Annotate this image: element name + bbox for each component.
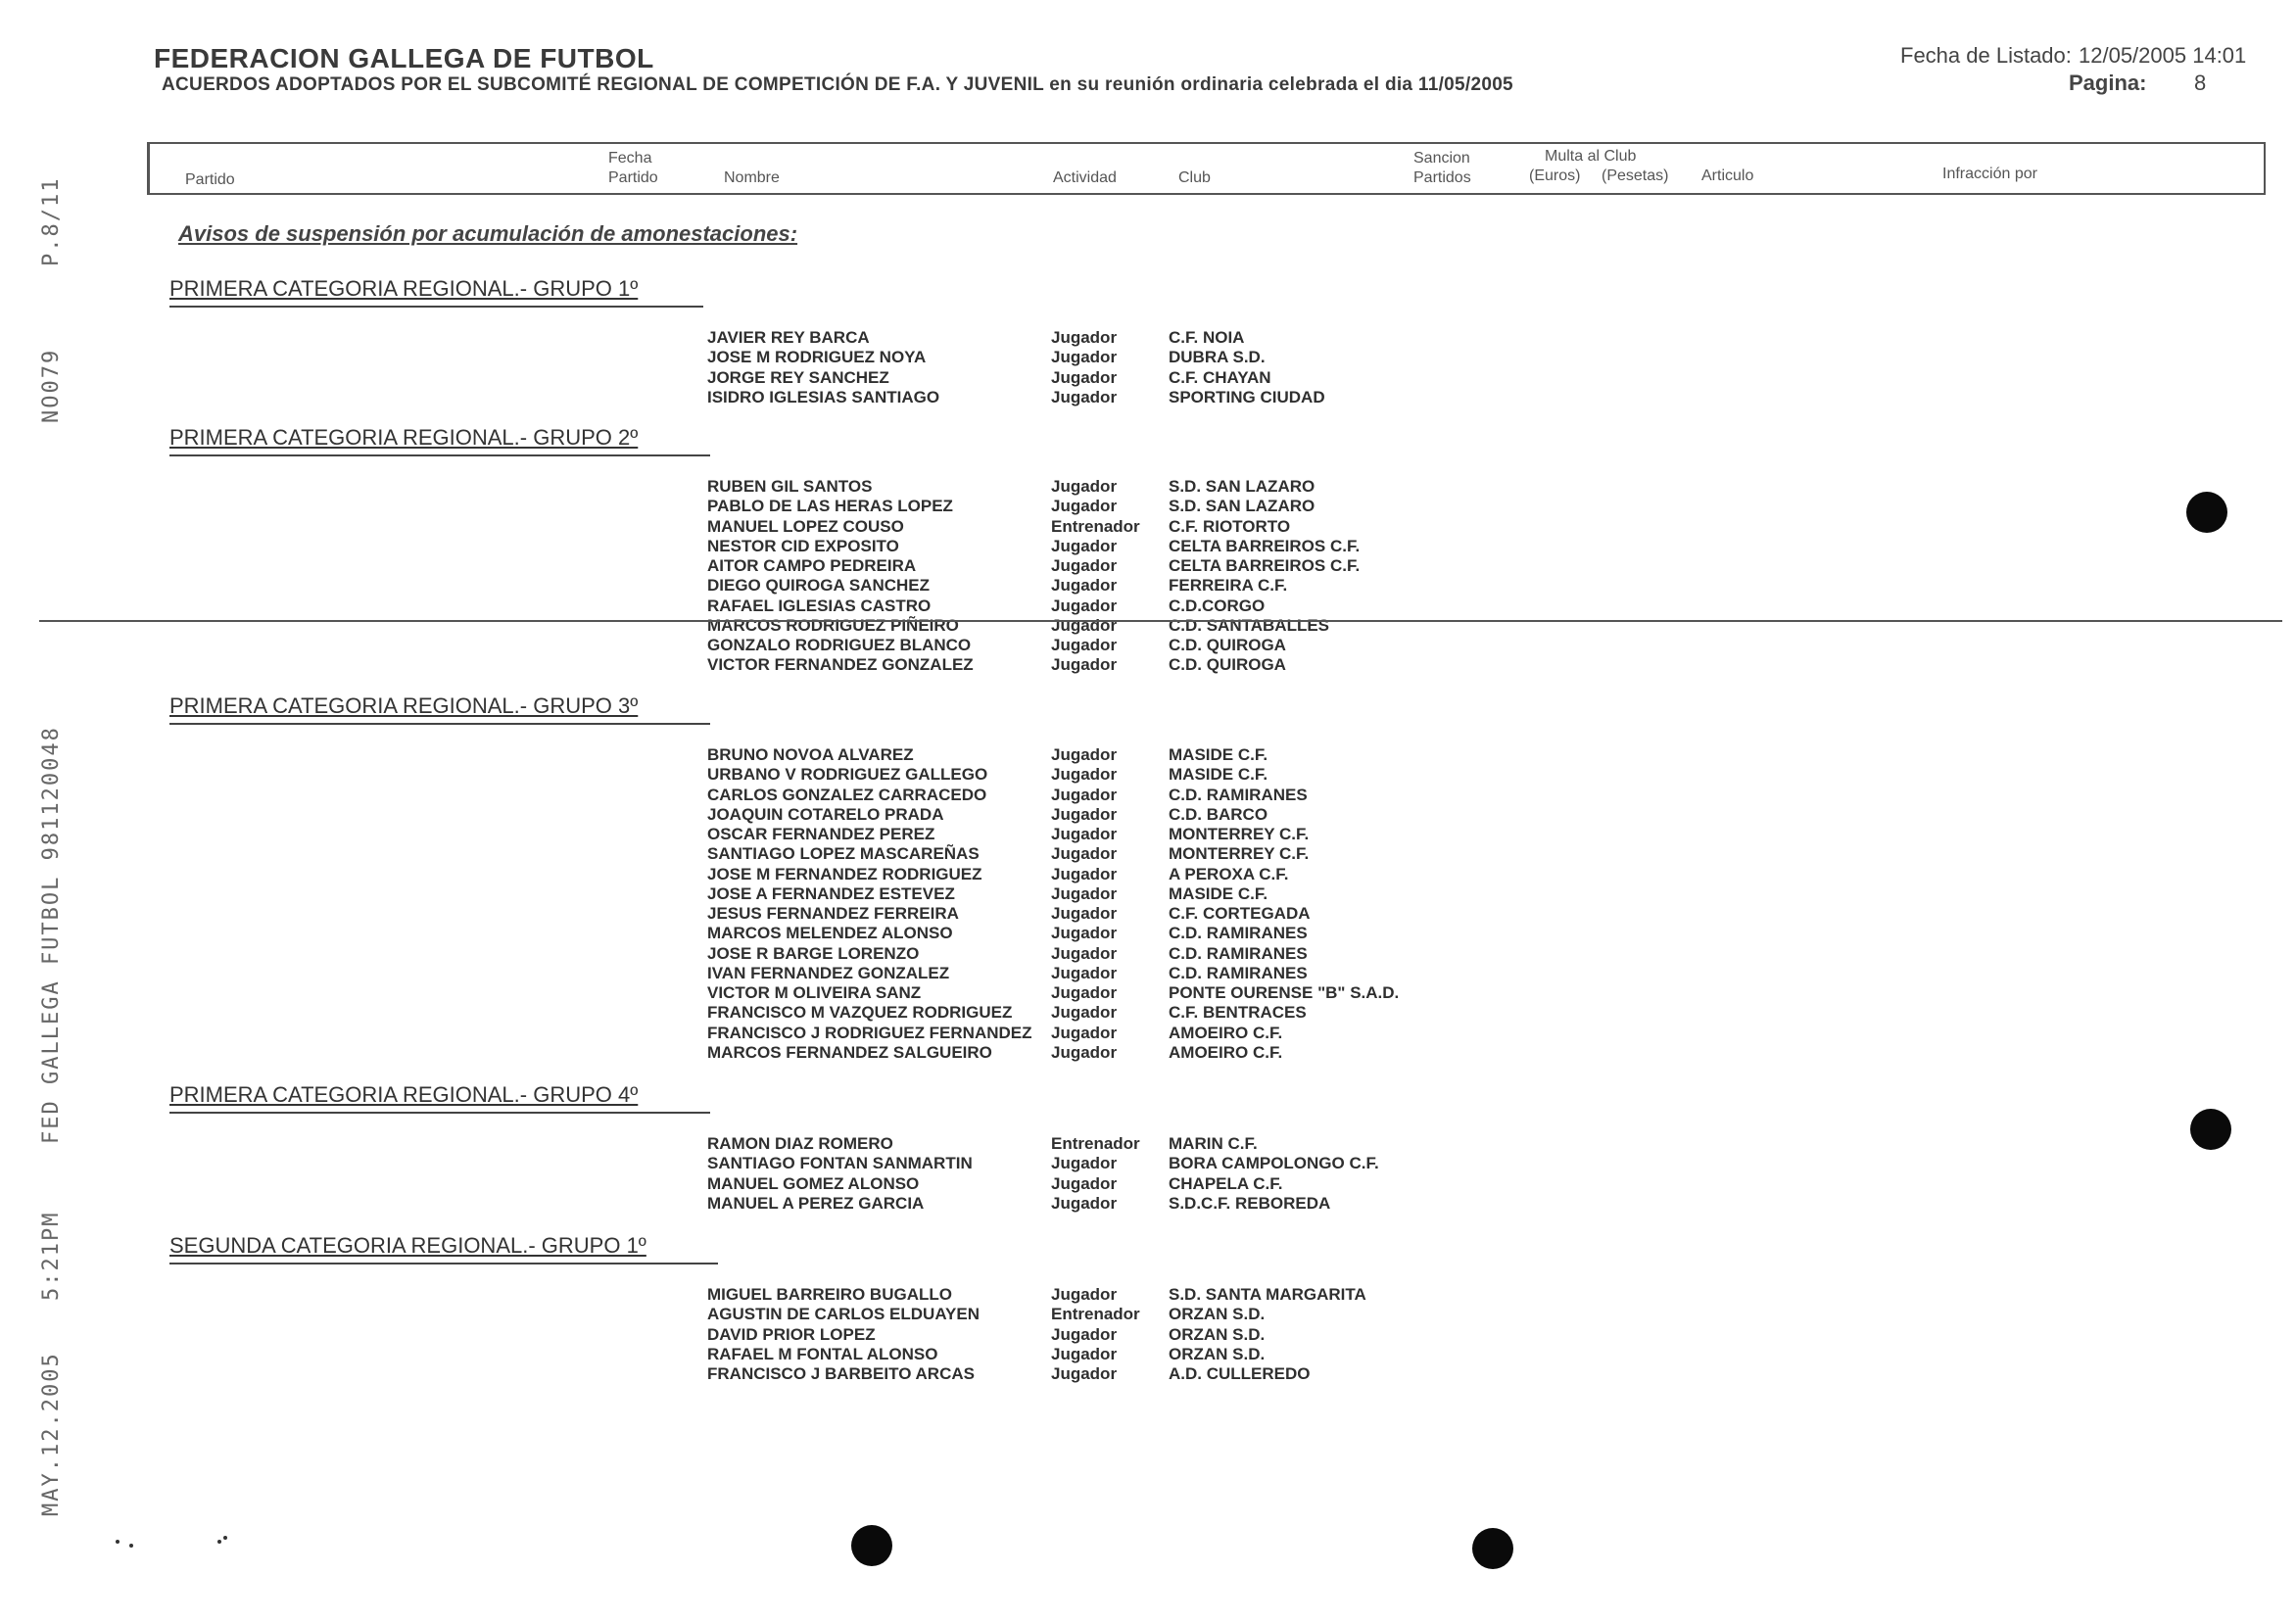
player-activity: Jugador [1051, 387, 1118, 406]
fax-number: NO079 [39, 348, 64, 423]
player-activity: Jugador [1051, 536, 1118, 555]
player-activity: Jugador [1051, 1364, 1118, 1383]
player-name: RUBEN GIL SANTOS [707, 477, 873, 496]
header-fecha: Fecha [608, 150, 652, 167]
player-name: RAFAEL M FONTAL ALONSO [707, 1344, 938, 1363]
section-title: SEGUNDA CATEGORIA REGIONAL.- GRUPO 1º [169, 1233, 646, 1258]
player-name: JOSE R BARGE LORENZO [707, 943, 920, 963]
player-activity: Jugador [1051, 745, 1118, 764]
player-name: OSCAR FERNANDEZ PEREZ [707, 825, 935, 843]
player-club: C.D. SANTABALLES [1169, 615, 1330, 635]
player-club: MASIDE C.F. [1169, 765, 1268, 785]
player-activity: Jugador [1051, 765, 1118, 785]
player-activity: Jugador [1051, 983, 1118, 1002]
player-name: FRANCISCO M VAZQUEZ RODRIGUEZ [707, 1003, 1013, 1023]
player-activity: Jugador [1051, 785, 1118, 804]
player-activity: Jugador [1051, 1023, 1118, 1042]
header-infraccion: Infracción por [1942, 166, 2037, 182]
player-club: AMOEIRO C.F. [1169, 1042, 1283, 1062]
player-club: A.D. CULLEREDO [1169, 1364, 1311, 1383]
scan-speck [217, 1540, 221, 1544]
player-activity: Jugador [1051, 943, 1118, 963]
player-name: MANUEL LOPEZ COUSO [707, 516, 904, 536]
player-club: S.D. SANTA MARGARITA [1169, 1285, 1366, 1304]
header-partido: Partido [185, 171, 235, 188]
player-activity: Jugador [1051, 556, 1118, 575]
player-activity: Jugador [1051, 497, 1118, 516]
player-activity: Jugador [1051, 864, 1118, 883]
player-activity: Jugador [1051, 636, 1118, 654]
header-articulo: Articulo [1701, 167, 1754, 184]
player-name: NESTOR CID EXPOSITO [707, 536, 899, 555]
player-name: MIGUEL BARREIRO BUGALLO [707, 1285, 952, 1304]
player-activity: Jugador [1051, 963, 1118, 982]
player-club: ORZAN S.D. [1169, 1324, 1266, 1344]
player-club: C.F. BENTRACES [1169, 1003, 1307, 1023]
player-club: BORA CAMPOLONGO C.F. [1169, 1154, 1379, 1173]
player-name: MANUEL A PEREZ GARCIA [707, 1193, 925, 1213]
player-activity: Jugador [1051, 1324, 1118, 1344]
player-name: JOSE A FERNANDEZ ESTEVEZ [707, 883, 955, 903]
fax-time: 5:21PM [39, 1211, 64, 1301]
player-club: MONTERREY C.F. [1169, 844, 1310, 864]
player-activity: Jugador [1051, 1003, 1118, 1023]
player-name: JORGE REY SANCHEZ [707, 367, 889, 387]
player-activity: Jugador [1051, 1154, 1118, 1173]
player-activity: Jugador [1051, 844, 1118, 864]
player-activity: Jugador [1051, 615, 1118, 635]
player-name: PABLO DE LAS HERAS LOPEZ [707, 497, 953, 516]
header-nombre: Nombre [724, 169, 780, 186]
player-club: C.D. QUIROGA [1169, 636, 1286, 654]
player-club: C.D.CORGO [1169, 596, 1266, 615]
player-club: C.F. RIOTORTO [1169, 516, 1291, 536]
player-club: S.D. SAN LAZARO [1169, 477, 1315, 496]
player-name: AITOR CAMPO PEDREIRA [707, 556, 917, 575]
player-name: JESUS FERNANDEZ FERREIRA [707, 904, 959, 923]
player-club: MASIDE C.F. [1169, 745, 1268, 764]
player-name: MANUEL GOMEZ ALONSO [707, 1173, 920, 1193]
section-title: PRIMERA CATEGORIA REGIONAL.- GRUPO 1º [169, 276, 639, 301]
listing-date-label: Fecha de Listado: [1900, 43, 2072, 68]
section-title: PRIMERA CATEGORIA REGIONAL.- GRUPO 3º [169, 693, 639, 718]
player-name: RAFAEL IGLESIAS CASTRO [707, 596, 932, 615]
player-name: MARCOS FERNANDEZ SALGUEIRO [707, 1042, 992, 1062]
player-activity: Jugador [1051, 924, 1118, 943]
player-name: DIEGO QUIROGA SANCHEZ [707, 576, 930, 596]
player-club: C.D. RAMIRANES [1169, 943, 1308, 963]
listing-date: 12/05/2005 14:01 [2079, 43, 2247, 68]
player-club: C.D. RAMIRANES [1169, 924, 1308, 943]
player-activity: Entrenador [1051, 1134, 1140, 1153]
section-title: PRIMERA CATEGORIA REGIONAL.- GRUPO 4º [169, 1082, 639, 1107]
player-activity: Jugador [1051, 596, 1118, 615]
organization-title: FEDERACION GALLEGA DE FUTBOL [154, 43, 654, 73]
player-name: VICTOR FERNANDEZ GONZALEZ [707, 655, 974, 675]
player-activity: Entrenador [1051, 516, 1140, 536]
page-label: Pagina: [2069, 71, 2147, 95]
player-club: A PEROXA C.F. [1169, 864, 1289, 883]
player-activity: Jugador [1051, 804, 1118, 824]
player-name: BRUNO NOVOA ALVAREZ [707, 745, 914, 764]
fax-sender: FED GALLEGA FUTBOL 981120048 [39, 726, 64, 1144]
player-club: CELTA BARREIROS C.F. [1169, 556, 1361, 575]
player-name: JAVIER REY BARCA [707, 328, 870, 347]
player-name: AGUSTIN DE CARLOS ELDUAYEN [707, 1305, 981, 1324]
section-rule [169, 723, 710, 725]
header-sancion-partidos: Partidos [1413, 169, 1471, 186]
player-club: C.F. CHAYAN [1169, 367, 1271, 387]
section-title: PRIMERA CATEGORIA REGIONAL.- GRUPO 2º [169, 425, 639, 450]
player-name: MARCOS MELENDEZ ALONSO [707, 924, 953, 943]
player-activity: Jugador [1051, 1285, 1118, 1304]
table-header [147, 142, 2266, 195]
fax-page: P.8/11 [39, 176, 64, 266]
player-name: SANTIAGO FONTAN SANMARTIN [707, 1154, 973, 1173]
fax-date: MAY.12.2005 [39, 1352, 64, 1516]
player-club: C.D. RAMIRANES [1169, 963, 1308, 982]
player-activity: Jugador [1051, 1173, 1118, 1193]
player-name: ISIDRO IGLESIAS SANTIAGO [707, 387, 940, 406]
player-activity: Jugador [1051, 1193, 1118, 1213]
player-club: C.F. CORTEGADA [1169, 904, 1311, 923]
player-name: URBANO V RODRIGUEZ GALLEGO [707, 765, 988, 785]
player-club: DUBRA S.D. [1169, 348, 1266, 367]
player-activity: Jugador [1051, 655, 1118, 675]
punch-hole [1472, 1528, 1513, 1569]
header-club: Club [1178, 169, 1211, 186]
player-club: MASIDE C.F. [1169, 883, 1268, 903]
page-fold-line [39, 620, 2282, 622]
player-name: MARCOS RODRIGUEZ PIÑEIRO [707, 615, 959, 635]
player-club: C.D. RAMIRANES [1169, 785, 1308, 804]
player-club: AMOEIRO C.F. [1169, 1023, 1283, 1042]
player-name: GONZALO RODRIGUEZ BLANCO [707, 636, 972, 654]
section-rule [169, 306, 703, 308]
player-name: DAVID PRIOR LOPEZ [707, 1324, 876, 1344]
player-activity: Jugador [1051, 328, 1118, 347]
header-multa: Multa al Club [1545, 148, 1637, 165]
player-activity: Jugador [1051, 825, 1118, 843]
suspension-notice-heading: Avisos de suspensión por acumulación de amonestaciones: [178, 221, 798, 246]
header-sancion: Sancion [1413, 150, 1470, 167]
player-name: JOSE M RODRIGUEZ NOYA [707, 348, 927, 367]
section-rule [169, 1263, 718, 1264]
player-name: VICTOR M OLIVEIRA SANZ [707, 983, 922, 1002]
player-name: JOSE M FERNANDEZ RODRIGUEZ [707, 864, 982, 883]
player-activity: Jugador [1051, 883, 1118, 903]
punch-hole [851, 1525, 892, 1566]
player-club: CELTA BARREIROS C.F. [1169, 536, 1361, 555]
player-activity: Jugador [1051, 1344, 1118, 1363]
punch-hole [2186, 492, 2227, 533]
player-name: RAMON DIAZ ROMERO [707, 1134, 893, 1153]
player-club: MONTERREY C.F. [1169, 825, 1310, 843]
scan-speck [129, 1544, 133, 1548]
section-rule [169, 1112, 710, 1114]
player-club: ORZAN S.D. [1169, 1344, 1266, 1363]
header-actividad: Actividad [1053, 169, 1117, 186]
player-club: PONTE OURENSE "B" S.A.D. [1169, 983, 1400, 1002]
player-name: FRANCISCO J BARBEITO ARCAS [707, 1364, 975, 1383]
player-club: C.D. BARCO [1169, 804, 1268, 824]
player-club: ORZAN S.D. [1169, 1305, 1266, 1324]
player-activity: Entrenador [1051, 1305, 1140, 1324]
page-number: 8 [2194, 71, 2207, 95]
player-name: SANTIAGO LOPEZ MASCAREÑAS [707, 844, 980, 864]
player-activity: Jugador [1051, 904, 1118, 923]
player-club: C.F. NOIA [1169, 328, 1245, 347]
scan-speck [223, 1536, 227, 1540]
player-activity: Jugador [1051, 348, 1118, 367]
player-activity: Jugador [1051, 367, 1118, 387]
player-club: CHAPELA C.F. [1169, 1173, 1283, 1193]
player-club: SPORTING CIUDAD [1169, 387, 1325, 406]
header-euros: (Euros) [1529, 167, 1581, 184]
punch-hole [2190, 1109, 2231, 1150]
player-activity: Jugador [1051, 1042, 1118, 1062]
player-club: MARIN C.F. [1169, 1134, 1258, 1153]
header-pesetas: (Pesetas) [1602, 167, 1669, 184]
document-subtitle: ACUERDOS ADOPTADOS POR EL SUBCOMITÉ REGIONAL DE COMPETICIÓN DE F.A. Y JUVENIL en su reunión ordinaria celebrada el dia 11/05/2005 [162, 74, 1513, 95]
player-name: IVAN FERNANDEZ GONZALEZ [707, 963, 950, 982]
player-name: JOAQUIN COTARELO PRADA [707, 804, 944, 824]
player-activity: Jugador [1051, 576, 1118, 596]
player-club: S.D.C.F. REBOREDA [1169, 1193, 1331, 1213]
player-club: C.D. QUIROGA [1169, 655, 1286, 675]
player-name: FRANCISCO J RODRIGUEZ FERNANDEZ [707, 1023, 1032, 1042]
player-club: S.D. SAN LAZARO [1169, 497, 1315, 516]
header-fecha-partido: Partido [608, 169, 658, 186]
section-rule [169, 454, 710, 456]
player-club: FERREIRA C.F. [1169, 576, 1288, 596]
scan-speck [116, 1540, 120, 1544]
player-name: CARLOS GONZALEZ CARRACEDO [707, 785, 987, 804]
player-activity: Jugador [1051, 477, 1118, 496]
